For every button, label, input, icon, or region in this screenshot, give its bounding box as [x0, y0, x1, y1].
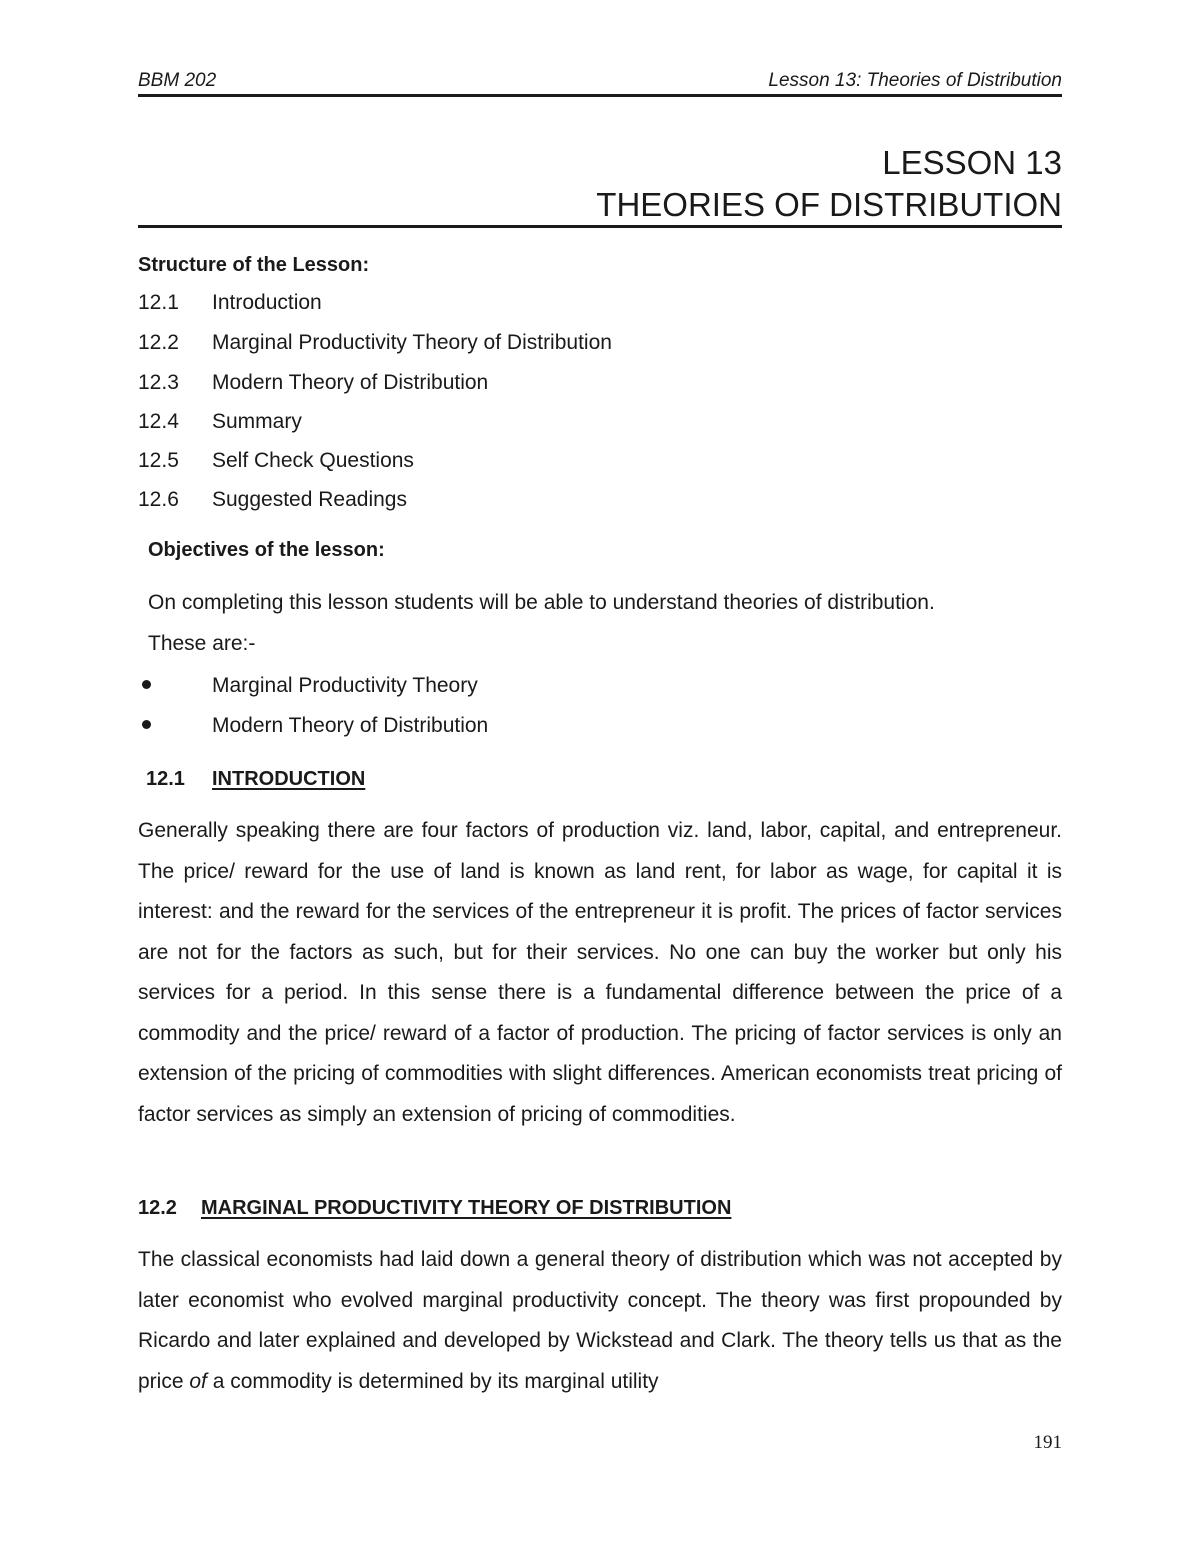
structure-item-label: Marginal Productivity Theory of Distribution	[212, 331, 612, 354]
section-title: INTRODUCTION	[212, 768, 366, 790]
marginal-productivity-paragraph	[138, 1240, 1062, 1402]
section-number: 12.1	[146, 768, 185, 790]
section-heading-marginal-productivity	[138, 1197, 731, 1220]
objective-bullet-label: Modern Theory of Distribution	[212, 714, 489, 737]
structure-item-number: 12.6	[138, 488, 179, 511]
bullet-dot-icon	[142, 720, 151, 729]
structure-item-label: Modern Theory of Distribution	[212, 371, 489, 394]
running-header	[138, 70, 1062, 96]
page-number: 191	[1033, 1432, 1062, 1453]
structure-item-number: 12.1	[138, 291, 179, 314]
structure-item	[138, 410, 302, 434]
section-title: MARGINAL PRODUCTIVITY THEORY OF DISTRIBUTION	[201, 1197, 732, 1219]
structure-item-label: Summary	[212, 410, 302, 433]
structure-item	[138, 291, 322, 315]
structure-heading: Structure of the Lesson:	[138, 254, 370, 276]
structure-item-label: Suggested Readings	[212, 488, 407, 511]
paragraph-italic-word: of	[189, 1369, 207, 1393]
objectives-intro: On completing this lesson students will be able to understand theories of distribution.	[148, 591, 935, 614]
structure-item-label: Introduction	[212, 291, 322, 314]
structure-item-number: 12.4	[138, 410, 179, 433]
lesson-reference: Lesson 13: Theories of Distribution	[768, 70, 1062, 91]
objective-bullet	[138, 674, 478, 698]
title-rule	[138, 225, 1062, 228]
objective-bullet	[138, 714, 488, 738]
objective-bullet-label: Marginal Productivity Theory	[212, 674, 478, 697]
objectives-intro-continued: These are:-	[148, 632, 256, 655]
header-rule	[138, 94, 1062, 97]
structure-item-number: 12.2	[138, 331, 179, 354]
lesson-topic: THEORIES OF DISTRIBUTION	[596, 186, 1062, 223]
course-code: BBM 202	[138, 70, 217, 91]
objectives-heading: Objectives of the lesson:	[148, 539, 385, 561]
document-page	[138, 0, 1062, 1553]
introduction-paragraph: Generally speaking there are four factors of production viz. land, labor, capital, and entrepreneur. The price/ reward for the use of land is known as land rent, for labor as wage, for capital it is interest: and the reward for the services of the entrepreneur it is profit. The prices of factor services are not for the factors as such, but for their services. No one can buy the worker but only his services for a period. In this sense there is a fundamental difference between the price of a commodity and the price/ reward of a factor of production. The pricing of factor services is only an extension of the pricing of commodities with slight differences. American economists treat pricing of factor services as simply an extension of pricing of commodities.	[138, 819, 1062, 1126]
bullet-dot-icon	[142, 680, 151, 689]
structure-item	[138, 488, 407, 512]
structure-item-label: Self Check Questions	[212, 449, 414, 472]
section-heading-introduction	[146, 768, 365, 791]
structure-item	[138, 449, 414, 473]
lesson-number: LESSON 13	[882, 144, 1062, 181]
structure-item-number: 12.3	[138, 371, 179, 394]
lesson-title	[596, 142, 1062, 226]
paragraph-text: The classical economists had laid down a general theory of distribution which was not accepted by later economist who evolved marginal productivity concept. The theory was first propounded by Ricardo and later explained and developed by Wickstead and Clark. The theory tells us that as the price	[138, 1248, 1062, 1393]
structure-item	[138, 371, 488, 395]
structure-item	[138, 331, 612, 355]
structure-item-number: 12.5	[138, 449, 179, 472]
section-number: 12.2	[138, 1197, 177, 1219]
paragraph-text: a commodity is determined by its marginal utility	[206, 1369, 659, 1393]
